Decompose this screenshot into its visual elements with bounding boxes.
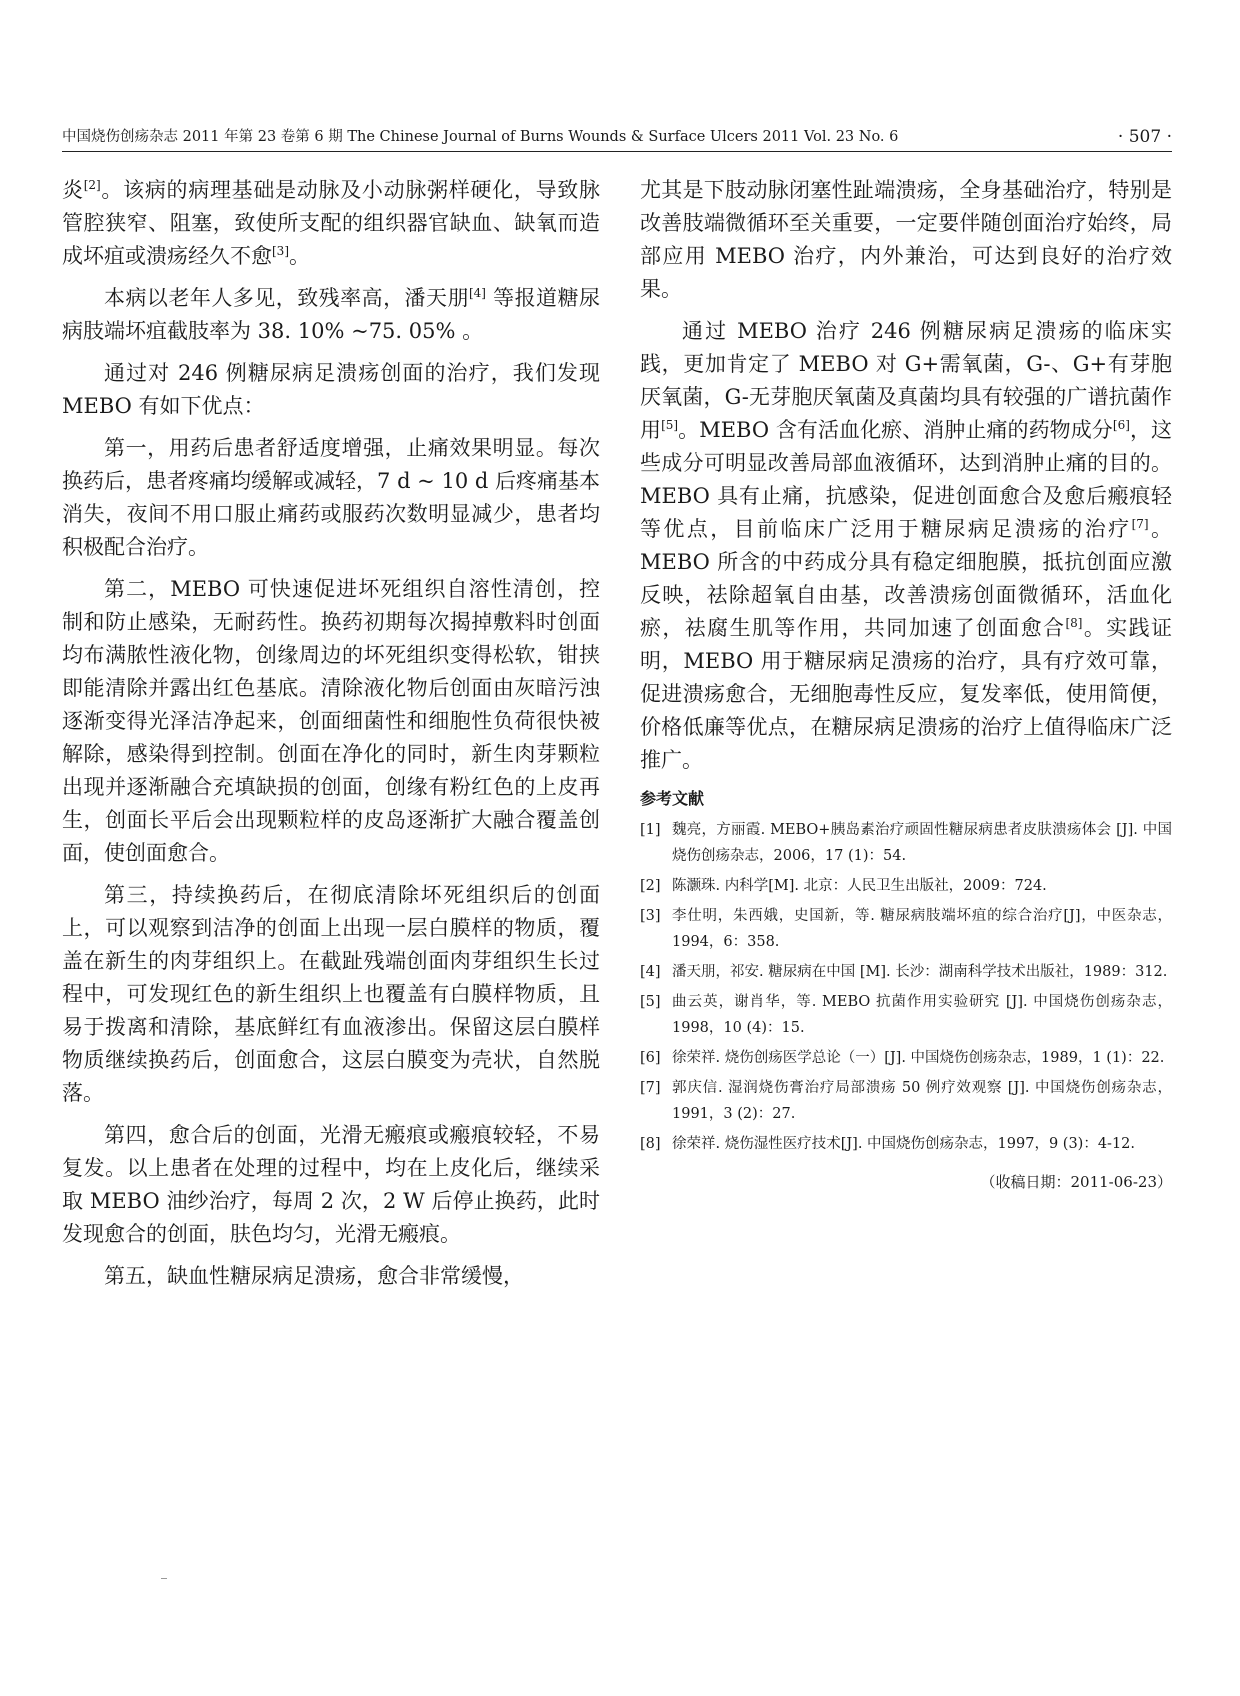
page-number: · 507 ·	[1117, 127, 1172, 147]
references-heading: 参考文献	[640, 789, 705, 808]
reference-item: [5] 曲云英，谢肖华，等. MEBO 抗菌作用实验研究 [J]. 中国烧伤创疡杂志，1998，10 (4)：15.	[640, 994, 1172, 1036]
paragraph: 第三，持续换药后，在彻底清除坏死组织后的创面上，可以观察到洁净的创面上出现一层白膜样的物质，覆盖在新生的肉芽组织上。在截趾残端创面肉芽组织生长过程中，可发现红色的新生组织上也覆盖有白膜样物质，且易于拨离和清除，基底鲜红有血液渗出。保留这层白膜样物质继续换药后，创面愈合，这层白膜变为壳状，自然脱落。	[62, 883, 600, 1105]
citation: [8]	[1065, 616, 1083, 630]
reference-item: [8] 徐荣祥. 烧伤湿性医疗技术[J]. 中国烧伤创疡杂志，1997，9 (3)：4-12.	[640, 1136, 1136, 1152]
paragraph: 尤其是下肢动脉闭塞性趾端溃疡，全身基础治疗，特别是改善肢端微循环至关重要，一定要伴随创面治疗始终，局部应用 MEBO 治疗，内外兼治，可达到良好的治疗效果。	[640, 178, 1172, 301]
paragraph: 本病以老年人多见，致残率高，潘天朋[4] 等报道糖尿病肢端坏疽截肢率为 38. 10% ~75. 05% 。	[62, 286, 600, 343]
citation: [7]	[1131, 517, 1149, 531]
reference-item: [6] 徐荣祥. 烧伤创疡医学总论（一）[J]. 中国烧伤创疡杂志，1989，1 (1)：22.	[640, 1050, 1165, 1066]
citation: [3]	[272, 244, 289, 258]
paragraph: 通过 MEBO 治疗 246 例糖尿病足溃疡的临床实践，更加肯定了 MEBO 对 G+需氧菌，G-、G+有芽胞厌氧菌，G-无芽胞厌氧菌及真菌均具有较强的广谱抗菌作用[5]。MEBO 含有活血化瘀、消肿止痛的药物成分[6]，这些成分可明显改善局部血液循环，达到消肿止痛的目的。MEBO 具有止痛，抗感染，促进创面愈合及愈后瘢痕轻等优点，目前临床广泛用于糖尿病足溃疡的治疗[7]。MEBO 所含的中药成分具有稳定细胞膜，抵抗创面应激反映，祛除超氧自由基，改善溃疡创面微循环，活血化瘀，祛腐生肌等作用，共同加速了创面愈合[8]。实践证明，MEBO 用于糖尿病足溃疡的治疗，具有疗效可靠，促进溃疡愈合，无细胞毒性反应，复发率低，使用简便，价格低廉等优点，在糖尿病足溃疡的治疗上值得临床广泛推广。	[640, 319, 1173, 772]
reference-list	[640, 817, 1172, 1157]
citation: [6]	[1112, 418, 1130, 432]
reference-item: [2] 陈灏珠. 内科学[M]. 北京：人民卫生出版社，2009：724.	[640, 878, 1047, 894]
running-header	[62, 126, 1172, 152]
left-column	[62, 174, 600, 1302]
reference-item: [1] 魏亮，方丽霞. MEBO+胰岛素治疗顽固性糖尿病患者皮肤溃疡体会 [J]. 中国烧伤创疡杂志，2006，17 (1)：54.	[640, 822, 1172, 864]
received-date: （收稿日期：2011-06-23）	[980, 1173, 1172, 1191]
right-column	[640, 174, 1172, 1192]
citation: [4]	[468, 286, 486, 300]
paragraph: 第五，缺血性糖尿病足溃疡，愈合非常缓慢，	[104, 1264, 524, 1288]
paragraph: 炎[2]。该病的病理基础是动脉及小动脉粥样硬化，导致脉管腔狭窄、阻塞，致使所支配的组织器官缺血、缺氧而造成坏疽或溃疡经久不愈[3]。	[62, 178, 601, 268]
reference-item: [3] 李仕明，朱西娥，史国新，等. 糖尿病肢端坏疽的综合治疗[J]，中医杂志，1994，6：358.	[640, 908, 1172, 950]
paragraph: 第一，用药后患者舒适度增强，止痛效果明显。每次换药后，患者疼痛均缓解或减轻，7 d ~ 10 d 后疼痛基本消失，夜间不用口服止痛药或服药次数明显减少，患者均积极配合治疗。	[62, 436, 600, 559]
paragraph: 通过对 246 例糖尿病足溃疡创面的治疗，我们发现 MEBO 有如下优点：	[62, 361, 600, 418]
running-title: 中国烧伤创疡杂志 2011 年第 23 卷第 6 期 The Chinese Journal of Burns Wounds & Surface Ulcers 2011 Vol. 23 No. 6	[62, 129, 899, 145]
paragraph: 第二，MEBO 可快速促进坏死组织自溶性清创，控制和防止感染，无耐药性。换药初期每次揭掉敷料时创面均布满脓性液化物，创缘周边的坏死组织变得松软，钳挟即能清除并露出红色基底。清除液化物后创面由灰暗污浊逐渐变得光泽洁净起来，创面细菌性和细胞性负荷很快被解除，感染得到控制。创面在净化的同时，新生肉芽颗粒出现并逐渐融合充填缺损的创面，创缘有粉红色的上皮再生，创面长平后会出现颗粒样的皮岛逐渐扩大融合覆盖创面，使创面愈合。	[62, 577, 600, 865]
scan-speck	[161, 1578, 167, 1579]
citation: [5]	[661, 418, 679, 432]
paragraph: 第四，愈合后的创面，光滑无瘢痕或瘢痕较轻，不易复发。以上患者在处理的过程中，均在上皮化后，继续采取 MEBO 油纱治疗，每周 2 次，2 W 后停止换药，此时发现愈合的创面，肤色均匀，光滑无瘢痕。	[62, 1123, 600, 1246]
citation: [2]	[83, 178, 101, 192]
reference-item: [7] 郭庆信. 湿润烧伤膏治疗局部溃疡 50 例疗效观察 [J]. 中国烧伤创疡杂志，1991，3 (2)：27.	[640, 1080, 1172, 1122]
reference-item: [4] 潘天朋，祁安. 糖尿病在中国 [M]. 长沙：湖南科学技术出版社，1989：312.	[640, 964, 1168, 980]
